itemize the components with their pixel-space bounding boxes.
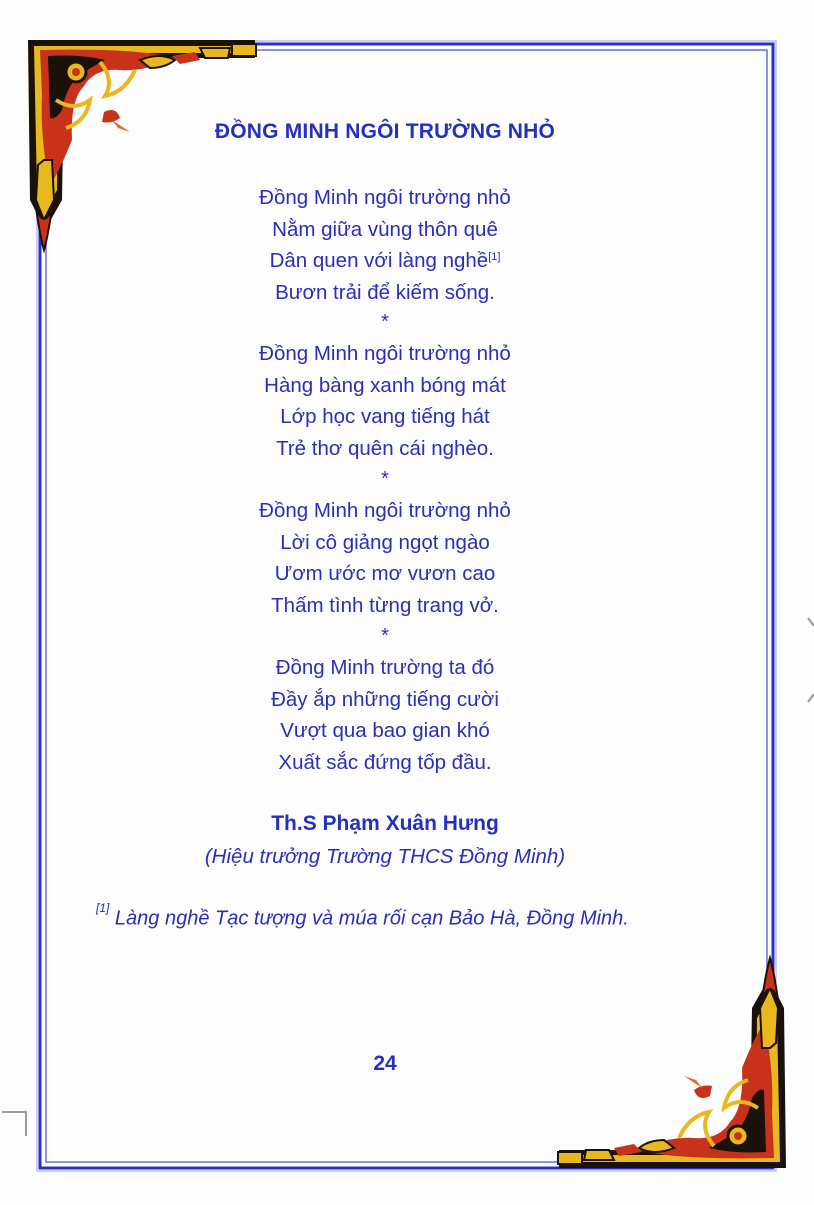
stanza-separator: * xyxy=(381,468,389,490)
stanza-separator: * xyxy=(381,311,389,333)
poem-line: Đồng Minh ngôi trường nhỏ xyxy=(259,342,511,365)
poem-line: Đồng Minh ngôi trường nhỏ xyxy=(259,499,511,522)
footnote-text: Làng nghề Tạc tượng và múa rối cạn Bảo Hà, Đồng Minh. xyxy=(114,907,629,930)
footnote xyxy=(96,901,736,931)
poem-line: Ươm ước mơ vươn cao xyxy=(274,562,496,585)
poem-line: Xuất sắc đứng tốp đầu. xyxy=(278,751,492,774)
page-number: 24 xyxy=(373,1052,397,1075)
poem-line: Đồng Minh ngôi trường nhỏ xyxy=(259,186,511,209)
poem-line: Vượt qua bao gian khó xyxy=(280,719,490,742)
poem-line: Lớp học vang tiếng hát xyxy=(280,405,490,428)
poem-line-with-footnote xyxy=(60,249,710,273)
poem-line: Đồng Minh trường ta đó xyxy=(275,656,495,679)
poem-line: Trẻ thơ quên cái nghèo. xyxy=(276,437,494,460)
poem-line: Lời cô giảng ngọt ngào xyxy=(280,531,490,554)
poem-line: Đầy ắp những tiếng cười xyxy=(271,688,499,711)
poem-title: ĐỒNG MINH NGÔI TRƯỜNG NHỎ xyxy=(214,120,556,143)
poem-line: Bươn trải để kiếm sống. xyxy=(275,281,495,304)
footnote-marker: [1] xyxy=(96,901,110,915)
footnote-reference[interactable]: [1] xyxy=(488,251,501,263)
poem-line-text: Dân quen với làng nghề xyxy=(269,249,489,272)
author-name: Th.S Phạm Xuân Hưng xyxy=(271,812,499,835)
poem-line: Hàng bàng xanh bóng mát xyxy=(264,374,506,397)
stanza-separator: * xyxy=(381,625,389,647)
poem-line: Thấm tình từng trang vở. xyxy=(271,594,499,617)
poem-line: Nằm giữa vùng thôn quê xyxy=(272,218,498,241)
author-role: (Hiệu trưởng Trường THCS Đồng Minh) xyxy=(204,845,566,868)
